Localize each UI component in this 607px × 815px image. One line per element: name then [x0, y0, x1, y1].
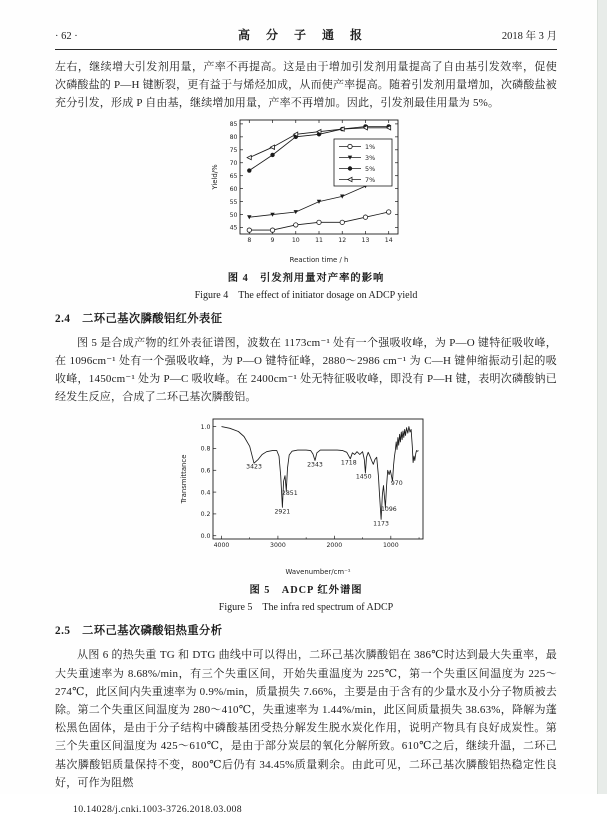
figure5-caption-en: Figure 5 The infra red spectrum of ADCP — [218, 602, 394, 614]
page-number: · 62 · — [55, 31, 78, 42]
doi-line: 10.14028/j.cnki.1003-3726.2018.03.008 — [73, 804, 242, 815]
figure-4 — [55, 113, 557, 301]
svg-text:1450: 1450 — [355, 473, 372, 481]
svg-text:10: 10 — [291, 236, 300, 244]
svg-text:8: 8 — [247, 236, 252, 244]
svg-text:11: 11 — [315, 236, 323, 244]
svg-text:75: 75 — [229, 146, 238, 154]
svg-text:7%: 7% — [365, 175, 376, 184]
figure5-ir-spectrum-chart — [55, 411, 557, 577]
svg-text:1.0: 1.0 — [200, 424, 211, 432]
svg-text:2000: 2000 — [326, 542, 343, 550]
svg-text:80: 80 — [229, 133, 238, 141]
svg-text:2921: 2921 — [274, 508, 291, 516]
figure4-caption-zh: 图 4 引发剂用量对产率的影响 — [227, 272, 385, 284]
svg-text:1096: 1096 — [380, 506, 397, 514]
svg-text:0.8: 0.8 — [200, 446, 211, 454]
header-rule — [55, 49, 557, 50]
svg-text:Transmittance: Transmittance — [180, 454, 188, 504]
svg-text:0.2: 0.2 — [200, 511, 211, 519]
svg-text:2343: 2343 — [307, 461, 323, 469]
svg-text:0.0: 0.0 — [200, 533, 211, 541]
svg-text:70: 70 — [229, 159, 238, 167]
svg-text:3000: 3000 — [270, 542, 286, 550]
svg-text:0.6: 0.6 — [200, 467, 211, 475]
svg-text:45: 45 — [229, 224, 238, 232]
svg-text:970: 970 — [390, 480, 403, 488]
svg-text:55: 55 — [229, 198, 238, 206]
svg-text:1173: 1173 — [373, 520, 389, 528]
svg-text:50: 50 — [229, 211, 238, 219]
figure5-caption — [55, 581, 557, 613]
svg-text:Reaction time / h: Reaction time / h — [289, 255, 349, 264]
svg-text:5%: 5% — [365, 164, 376, 173]
section-2-4-heading: 2.4 二环己基次膦酸铝红外表征 — [55, 312, 223, 325]
svg-text:12: 12 — [338, 236, 347, 244]
page-header — [55, 26, 557, 43]
figure-5 — [55, 411, 557, 613]
svg-text:1%: 1% — [365, 142, 376, 151]
svg-text:1718: 1718 — [340, 459, 357, 467]
paragraph-initiator-discussion: 左右，继续增大引发剂用量，产率不再提高。这是由于增加引发剂用量提高了自由基引发效率，促使次磷酸盐的 P—H 键断裂，更有益于与烯烃加成，从而使产率提高。随着引发剂用量增加，次磷酸盐被充分引发，形成 P 自由基，继续增加用量，产率不再增加。因此，引发剂最佳用量为 5%。 — [55, 61, 557, 110]
svg-text:13: 13 — [361, 236, 370, 244]
issue-date: 2018 年 3 月 — [501, 31, 557, 42]
svg-text:Wavenumber/cm⁻¹: Wavenumber/cm⁻¹ — [285, 568, 351, 577]
svg-text:1000: 1000 — [382, 542, 399, 550]
svg-text:Yield/%: Yield/% — [211, 163, 219, 190]
svg-text:3423: 3423 — [246, 464, 262, 472]
figure4-caption — [55, 269, 557, 301]
section-2-5-body: 从图 6 的热失重 TG 和 DTG 曲线中可以得出，二环己基次膦酸铝在 386℃时达到最大失重率，最大失重速率为 8.68%/min，有三个失重区间，开始失重温度为 225℃，第一个失重区间温度为 225～274℃，此区间内失重速率为 0.9%/min，质量损失 7.66%，主要是由于含有的少量水及小分子物质被去除。第二个失重区间温度为 280～410℃，失重速率为 1.44%/min，此区间质量损失 38.63%，降解为蓬松黑色固体，是由于分子结构中磷酸基团受热分解发生脱水炭化作用，说明产物具有良好成炭性。第三个失重区间温度为 425～610℃，是由于部分炭层的氧化分解所致。610℃之后，继续升温，二环己基次膦酸铝质量保持不变，800℃后仍有 34.45%质量剩余。由此可见，二环己基次膦酸铝热稳定性良好，可作为阻燃 — [55, 649, 557, 789]
svg-text:2851: 2851 — [281, 490, 298, 498]
section-2-4-body: 图 5 是合成产物的红外表征谱图，波数在 1173cm⁻¹ 处有一个强吸收峰，为 P—O 键特征吸收峰，在 1096cm⁻¹ 处有一个强吸收峰，为 P—O 键特征峰，2880～2986 cm⁻¹ 为 C—H 键伸缩振动引起的吸收峰，1450cm⁻¹ 处为 P—C 吸收峰。在 2400cm⁻¹ 处无特征吸收峰，即没有 P—H 键，表明次磷酸钠已经发生反应，合成了二环己基次膦酸铝。 — [55, 336, 557, 404]
svg-text:3%: 3% — [365, 153, 376, 162]
svg-text:65: 65 — [229, 172, 238, 180]
svg-text:14: 14 — [384, 236, 393, 244]
svg-text:4000: 4000 — [213, 542, 230, 550]
figure4-caption-en: Figure 4 The effect of initiator dosage on ADCP yield — [194, 289, 418, 301]
svg-text:85: 85 — [229, 120, 238, 128]
section-2-5-heading: 2.5 二环己基次磷酸铝热重分析 — [55, 625, 223, 638]
journal-title: 高 分 子 通 报 — [237, 28, 364, 42]
svg-text:9: 9 — [270, 236, 275, 244]
figure5-caption-zh: 图 5 ADCP 红外谱图 — [249, 585, 363, 597]
svg-text:0.4: 0.4 — [200, 489, 211, 497]
figure4-yield-chart — [55, 113, 557, 265]
svg-text:60: 60 — [229, 185, 238, 193]
